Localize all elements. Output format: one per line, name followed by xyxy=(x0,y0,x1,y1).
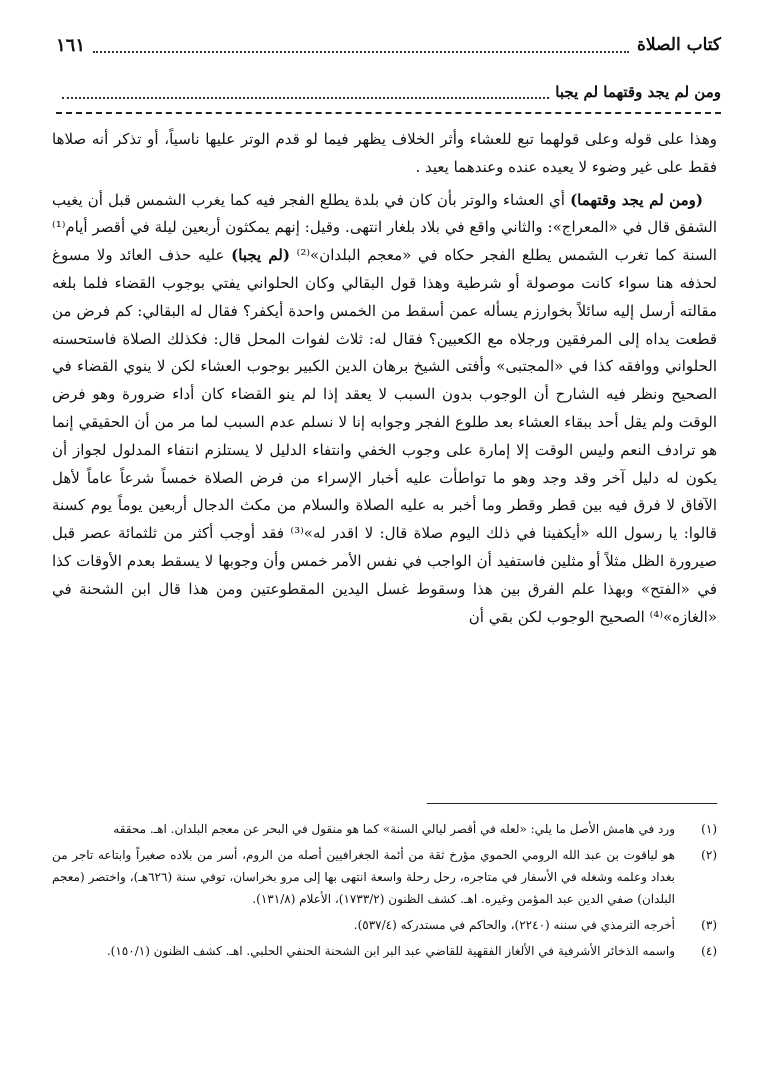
footnote-text: واسمه الذخائر الأشرفية في الألغاز الفقهية للقاضي عبد البر ابن الشحنة الحنفي الحلبي. اهـ. كشف الظنون (١٥٠/١). xyxy=(106,944,675,958)
paragraph-3-text: عليه حذف العائد ولا مسوغ لحذفه هنا سواء كانت موصولة أو شرطية وهذا قول البقالي وكان الحلواني يفتي بوجوب القضاء فلما بلغه مقالته أرسل إليه سائلاً بخوارزم يسأله عمن أسقط من الخمس واحدة أيكفر؟ فقال له البقالي: كم فرض من قطعت يداه إلى المرفقين ورجلاه مع الكعبين؟ فقال له: ثلاث لفوات المحل قال: فكذلك الصلاة فاستحسنه الحلواني ووافقه كذا في «المجتبى» وأفتى الشيخ برهان الدين الكبير بوجوب العشاء لكن لا ينوي القضاء في الصحيح ونظر فيه الشارح أن الوجوب بدون السبب لا يعقد إذا لم ينو القضاء كان أداء ضرورة وهو فرض الوقت ولم يقل أحد ببقاء العشاء بعد طلوع الفجر وجوابه إنا لا نسلم عدم السبب لما مر من أن الحقيقي إنما هو ترادف النعم وليس الوقت إلا إمارة على وجوب الخفي وانتفاء الدليل لا يستلزم انتفاء المدلول لجواز أن يكون له دليل آخر وقد وجد وهو ما تواطأت عليه أخبار الإسراء من فرض الصلاة خمساً شرعاً عاماً لأهل الآفاق لا فرق فيه بين قطر وقطر وما أخبر به عليه الصلاة والسلام من مكث الدجال أربعين يوماً يوم كسنة قالوا: يا رسول الله «أيكفينا في ذلك اليوم صلاة قال: لا اقدر له»⁽³⁾ فقد أوجب أكثر من ثلثمائة عصر قبل صيرورة الظل مثلاً أو مثلين فاستفيد أن الواجب في نفس الأمر خمس وأن وجوبها لا يسقط بعدم الأوقات كذا في «الفتح» وبهذا علم الفرق بين هذا وسقوط غسل اليدين المقطوعتين ومن هذا قال ابن الشحنة في «الغازه»⁽⁴⁾ الصحيح الوجوب لكن بقي أن xyxy=(52,246,717,626)
footnote-text: أخرجه الترمذي في سننه (٢٢٤٠)، والحاكم في مستدركه (٥٣٧/٤). xyxy=(353,918,675,932)
footnote-number: (٣) xyxy=(701,918,717,932)
matn-separator xyxy=(56,112,721,114)
matn-line xyxy=(56,78,721,106)
footnote-text: هو لياقوت بن عبد الله الرومي الحموي مؤرخ ثقة من أئمة الجغرافيين أصله من الروم، أسر من بلاده صغيراً وابتاعه تاجر من بغداد وعلمه وشغله في الأسفار في متاجره، رحل رحلة واسعة انتهى بها إلى مرو بخراسان، توفي سنة (٦٢٦هـ)، واختصر (معجم البلدان) صفي الدين عبد المؤمن وغيره. اهـ. كشف الظنون (١٧٣٣/٢)، الأعلام (١٣١/٨). xyxy=(52,848,676,906)
footnote-number: (١) xyxy=(701,822,717,836)
footnote xyxy=(52,940,717,962)
running-title: كتاب الصلاة xyxy=(636,35,721,55)
paragraph-2-text: أي العشاء والوتر بأن كان في بلدة يطلع الفجر فيه كما يغرب الشمس قبل أن يغيب الشفق قال في «المعراج»: والثاني واقع في بلاد بلغار انتهى. وقيل: إنهم يمكثون أربعين ليلة في أقصر أيام⁽¹⁾ السنة كما تغرب الشمس يطلع الفجر حكاه في «معجم البلدان»⁽²⁾ xyxy=(52,190,717,265)
page-number: ١٦١ xyxy=(56,34,86,56)
paragraph-1: وهذا على قوله وعلى قولهما تبع للعشاء وأثر الخلاف يظهر فيما لو قدم الوتر عليها ناسياً، أو تذكر أنه صلاها فقط على غير وضوء لا يعيده عنده وعندهما يعيد . xyxy=(52,130,717,176)
matn-dotted-leader xyxy=(62,85,549,99)
footnote-number: (٤) xyxy=(701,944,717,958)
footnote-number: (٢) xyxy=(701,848,717,862)
paragraph-2 xyxy=(52,187,717,632)
bold-phrase: (لم يجبا) xyxy=(231,246,290,265)
commentary-body xyxy=(52,126,717,636)
footnotes xyxy=(52,818,717,966)
running-header xyxy=(56,30,721,60)
footnote-separator xyxy=(427,803,717,804)
footnote xyxy=(52,914,717,936)
footnote xyxy=(52,844,717,910)
matn-text: ومن لم يجد وقتهما لم يجبا xyxy=(555,83,721,101)
footnote-text: ورد في هامش الأصل ما يلي: «لعله في أقصر ليالي السنة» كما هو منقول في البحر عن معجم البلدان. اهـ. محققه xyxy=(113,822,675,836)
header-dotted-leader xyxy=(93,37,629,53)
footnote xyxy=(52,818,717,840)
bold-phrase: (ومن لم يجد وقتهما) xyxy=(570,190,703,209)
